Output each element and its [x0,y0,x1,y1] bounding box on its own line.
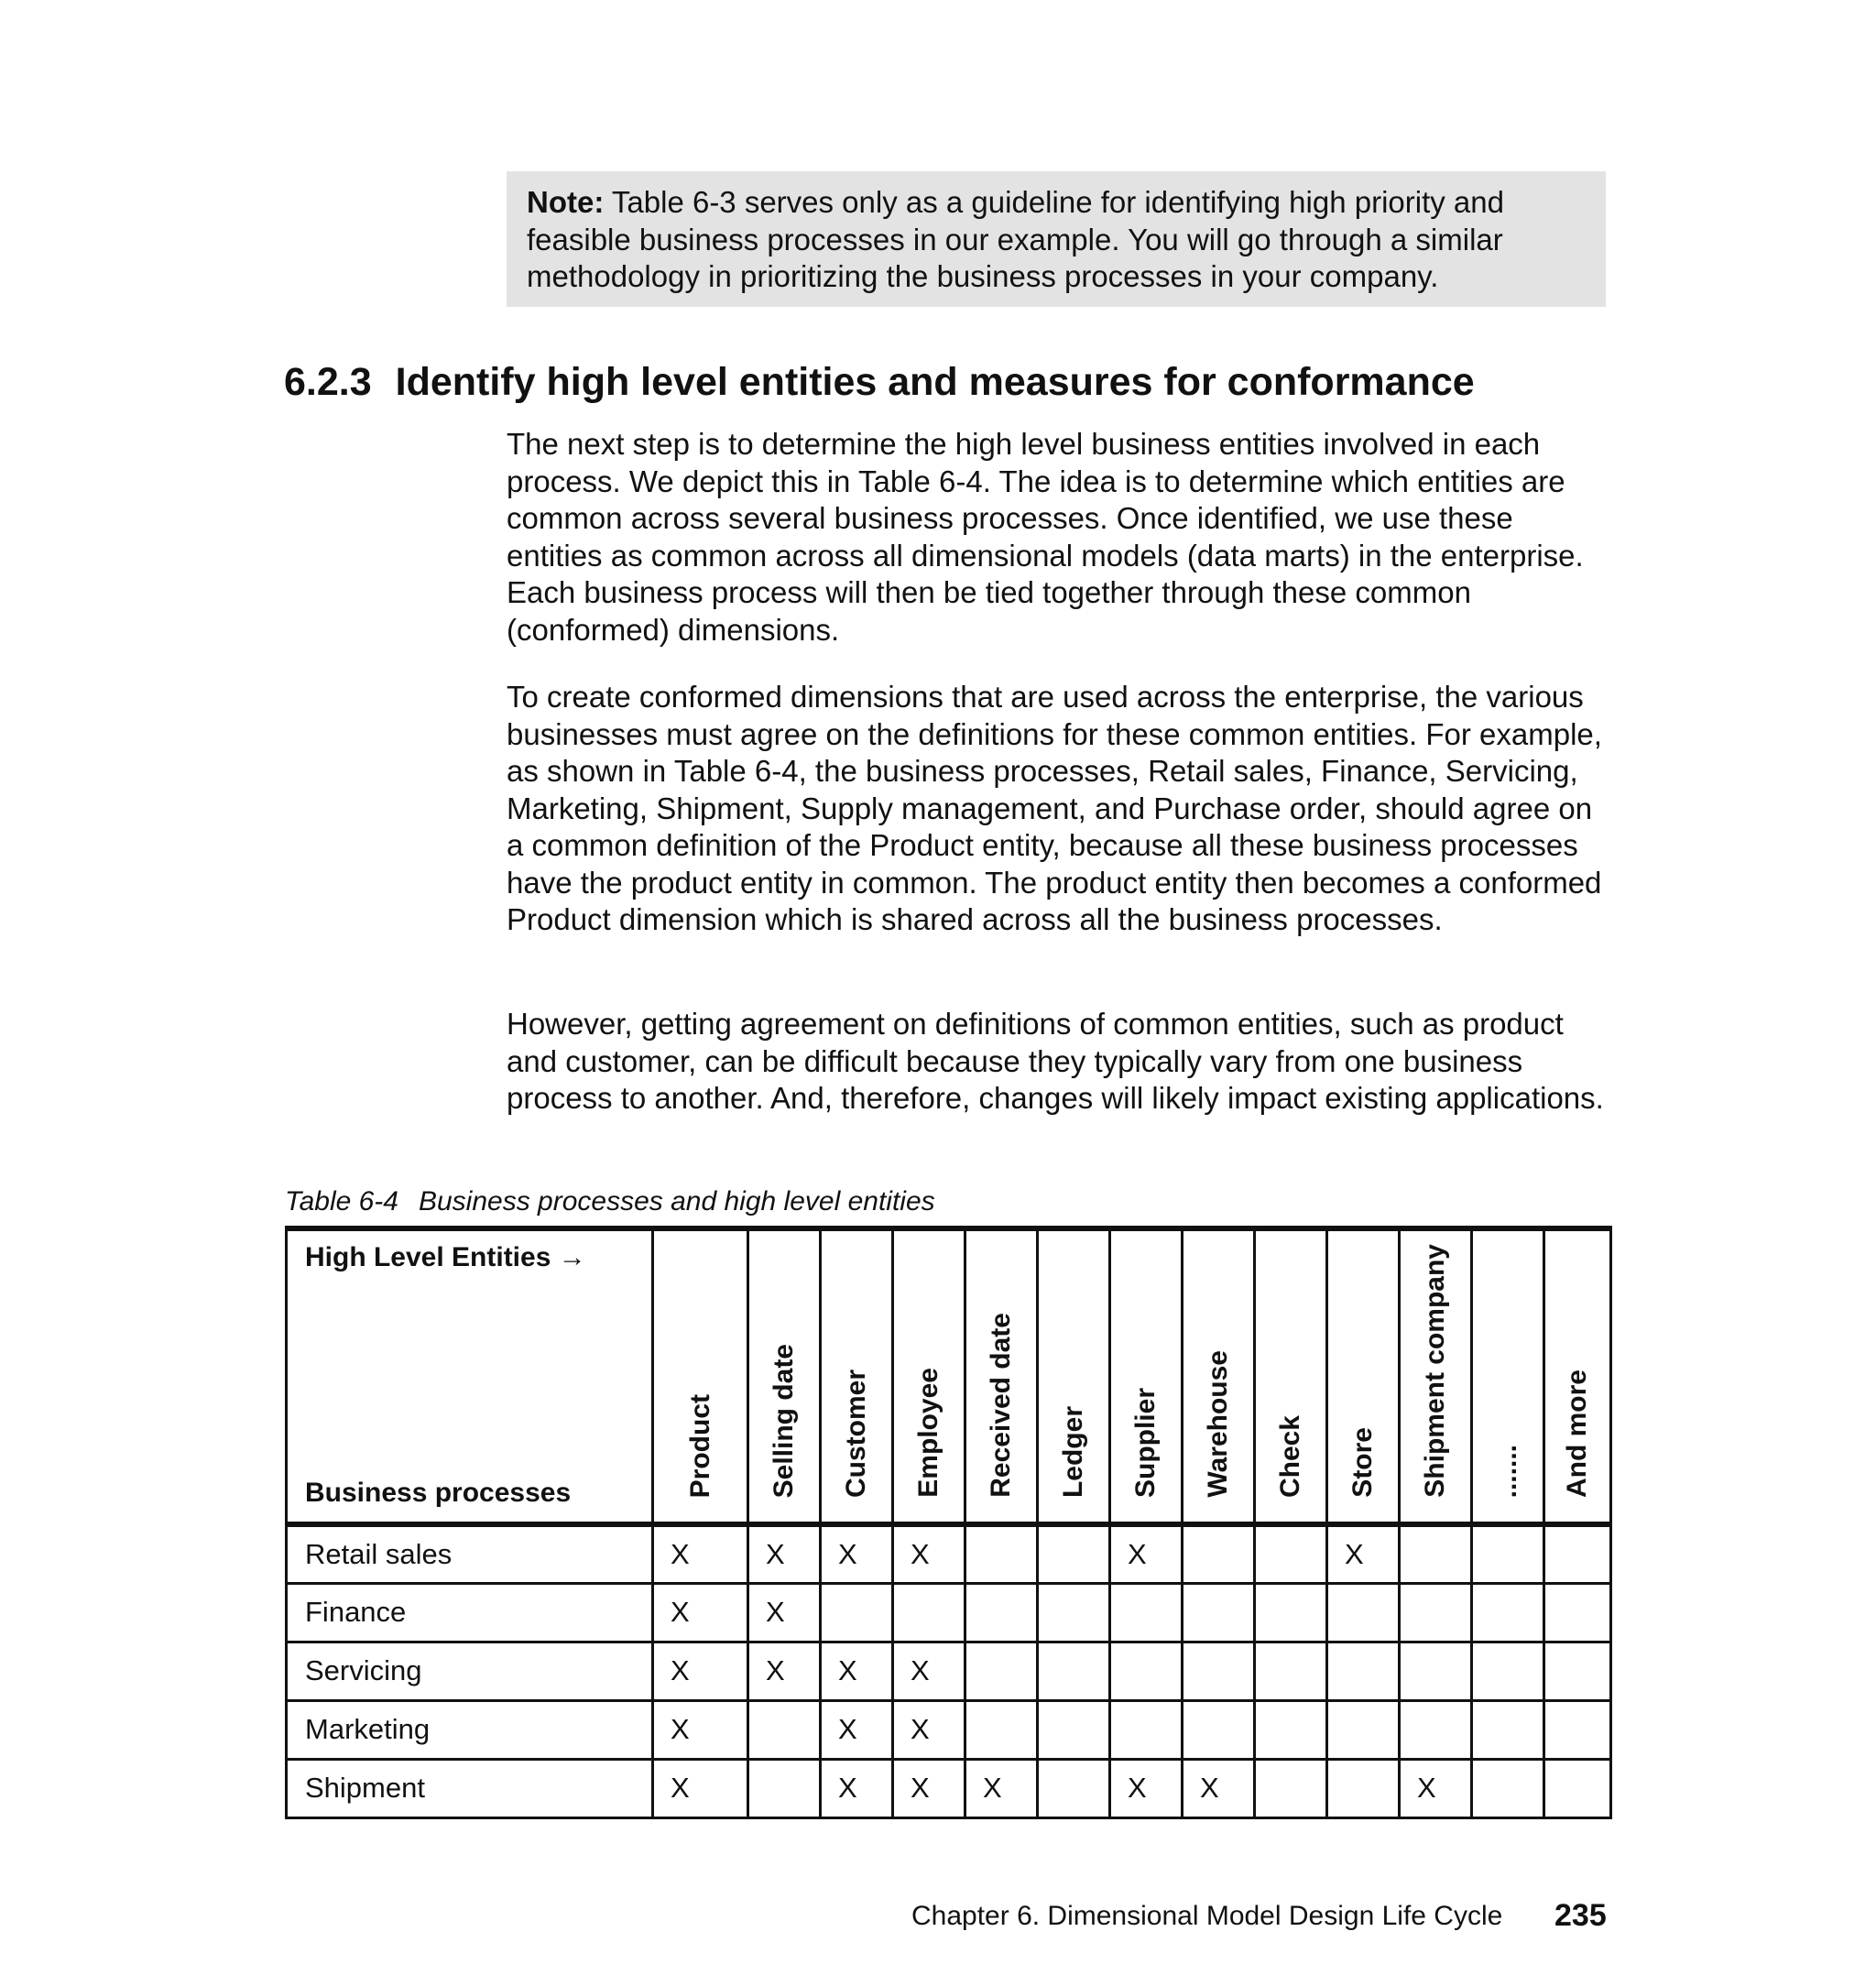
table-row [287,1583,1611,1642]
entity-mark-cell: X [748,1524,821,1583]
entity-mark-cell: X [748,1583,821,1642]
paragraph: To create conformed dimensions that are used across the enterprise, the various businesses must agree on the definitions for these common entities. For example, as shown in Table 6-4, the business processes, Retail sales, Finance, Servicing, Marketing, Shipment, Supply management, and Purchase order, should agree on a common definition of the Product entity, because all these business processes have the product entity in common. The product entity then becomes a conformed Product dimension which is shared across all the business processes. [507,680,1602,936]
entity-mark-cell [1472,1759,1544,1817]
entity-mark-cell: X [893,1642,965,1700]
entity-header-label: Check [1275,1414,1305,1498]
table-row [287,1759,1611,1817]
entity-table [285,1226,1612,1819]
entity-header-cell [1327,1228,1400,1524]
table-row [287,1642,1611,1700]
entity-header-label: ....... [1492,1444,1522,1498]
process-name-cell: Finance [287,1583,653,1642]
entity-mark-cell [1255,1642,1327,1700]
entity-mark-cell: X [653,1642,748,1700]
page-number: 235 [1554,1898,1607,1933]
entity-header-cell [821,1228,893,1524]
table-header [287,1228,1611,1524]
entity-mark-cell: X [653,1700,748,1759]
process-name-cell: Marketing [287,1700,653,1759]
entity-mark-cell: X [893,1700,965,1759]
header-row [287,1228,1611,1524]
table-caption [285,1185,935,1218]
entity-header-cell [1183,1228,1255,1524]
entity-mark-cell: X [653,1583,748,1642]
entity-mark-cell [1183,1583,1255,1642]
paragraph: However, getting agreement on definitions of common entities, such as product and customer, can be difficult because they typically vary from one business process to another. And, therefore, changes will likely impact existing applications. [507,1007,1604,1115]
entity-mark-cell [1183,1642,1255,1700]
entity-header-label: Supplier [1130,1387,1161,1498]
entity-mark-cell: X [1110,1524,1183,1583]
high-level-entities-label: High Level Entities → [305,1242,586,1272]
table-caption-number: Table 6-4 [285,1186,398,1217]
entity-mark-cell [1472,1642,1544,1700]
entity-mark-cell [1472,1700,1544,1759]
entity-mark-cell [1038,1524,1110,1583]
entity-mark-cell: X [893,1524,965,1583]
entity-mark-cell: X [1183,1759,1255,1817]
entity-mark-cell [1544,1524,1611,1583]
entity-header-label: Received date [986,1313,1016,1498]
entity-header-label: Shipment company [1420,1244,1450,1498]
note-box [507,171,1606,307]
entity-mark-cell [748,1700,821,1759]
entity-header-label: Employee [913,1368,943,1498]
entity-mark-cell: X [821,1524,893,1583]
corner-header-cell [287,1228,653,1524]
entity-mark-cell: X [653,1524,748,1583]
entity-mark-cell [1038,1583,1110,1642]
entity-mark-cell [1110,1583,1183,1642]
table-row [287,1700,1611,1759]
entity-mark-cell: X [965,1759,1038,1817]
entity-mark-cell [1400,1642,1472,1700]
entity-mark-cell [1183,1524,1255,1583]
entity-mark-cell [1544,1700,1611,1759]
entity-header-cell [1110,1228,1183,1524]
entity-mark-cell [1038,1759,1110,1817]
entity-mark-cell [1400,1583,1472,1642]
entity-header-cell [965,1228,1038,1524]
entity-mark-cell [1255,1583,1327,1642]
entity-header-label: Store [1347,1427,1378,1498]
section-heading [284,358,1475,406]
entity-mark-cell [821,1583,893,1642]
entity-header-cell [1400,1228,1472,1524]
entity-header-cell [893,1228,965,1524]
entity-mark-cell [1255,1759,1327,1817]
paragraph: The next step is to determine the high level business entities involved in each process. We depict this in Table 6-4. The idea is to determine which entities are common across several business processes. Once identified, we use these entities as common across all dimensional models (data marts) in the enterprise. Each business process will then be tied together through these common (conformed) dimensions. [507,427,1584,647]
entity-mark-cell [1544,1583,1611,1642]
table-caption-title: Business processes and high level entities [418,1186,935,1217]
entity-header-label: Product [684,1393,715,1498]
table-row [287,1524,1611,1583]
entity-mark-cell: X [653,1759,748,1817]
section-title: Identify high level entities and measures for conformance [395,360,1475,404]
entity-mark-cell [1400,1700,1472,1759]
entity-header-cell [1472,1228,1544,1524]
entity-mark-cell: X [893,1759,965,1817]
entity-mark-cell [1327,1583,1400,1642]
entity-mark-cell: X [1327,1524,1400,1583]
entity-mark-cell [1400,1524,1472,1583]
entity-mark-cell [893,1583,965,1642]
entity-mark-cell [1110,1642,1183,1700]
entity-mark-cell [1255,1524,1327,1583]
entity-mark-cell [748,1759,821,1817]
entity-header-cell [653,1228,748,1524]
entity-mark-cell [1544,1642,1611,1700]
footer-chapter: Chapter 6. Dimensional Model Design Life Cycle [911,1901,1503,1931]
entity-mark-cell: X [821,1759,893,1817]
entity-mark-cell: X [1400,1759,1472,1817]
table-body [287,1524,1611,1817]
entity-header-cell [1255,1228,1327,1524]
entity-mark-cell [1472,1524,1544,1583]
note-text: Table 6-3 serves only as a guideline for identifying high priority and feasible business processes in our example. You will go through a similar methodology in prioritizing the business processes in your company. [527,185,1504,293]
entity-mark-cell [1255,1700,1327,1759]
section-number: 6.2.3 [284,360,372,404]
entity-mark-cell [965,1583,1038,1642]
entity-mark-cell [965,1700,1038,1759]
business-processes-label: Business processes [305,1478,572,1508]
entity-header-label: And more [1562,1369,1592,1498]
entity-header-cell [748,1228,821,1524]
entity-mark-cell [1544,1759,1611,1817]
entity-mark-cell [1327,1642,1400,1700]
entity-mark-cell: X [748,1642,821,1700]
process-name-cell: Retail sales [287,1524,653,1583]
entity-mark-cell [1110,1700,1183,1759]
entity-mark-cell [1327,1700,1400,1759]
entity-mark-cell [1183,1700,1255,1759]
entity-mark-cell [965,1642,1038,1700]
note-label: Note: [527,185,605,219]
entity-mark-cell [1038,1642,1110,1700]
entity-mark-cell [1327,1759,1400,1817]
entity-mark-cell [1038,1700,1110,1759]
entity-mark-cell [965,1524,1038,1583]
entity-header-label: Warehouse [1203,1350,1233,1498]
entity-header-cell [1038,1228,1110,1524]
process-name-cell: Shipment [287,1759,653,1817]
entity-header-label: Selling date [769,1343,799,1498]
entity-mark-cell: X [821,1700,893,1759]
entity-mark-cell [1472,1583,1544,1642]
entity-mark-cell: X [1110,1759,1183,1817]
entity-header-cell [1544,1228,1611,1524]
process-name-cell: Servicing [287,1642,653,1700]
entity-header-label: Customer [841,1369,871,1498]
entity-mark-cell: X [821,1642,893,1700]
entity-header-label: Ledger [1058,1405,1088,1498]
